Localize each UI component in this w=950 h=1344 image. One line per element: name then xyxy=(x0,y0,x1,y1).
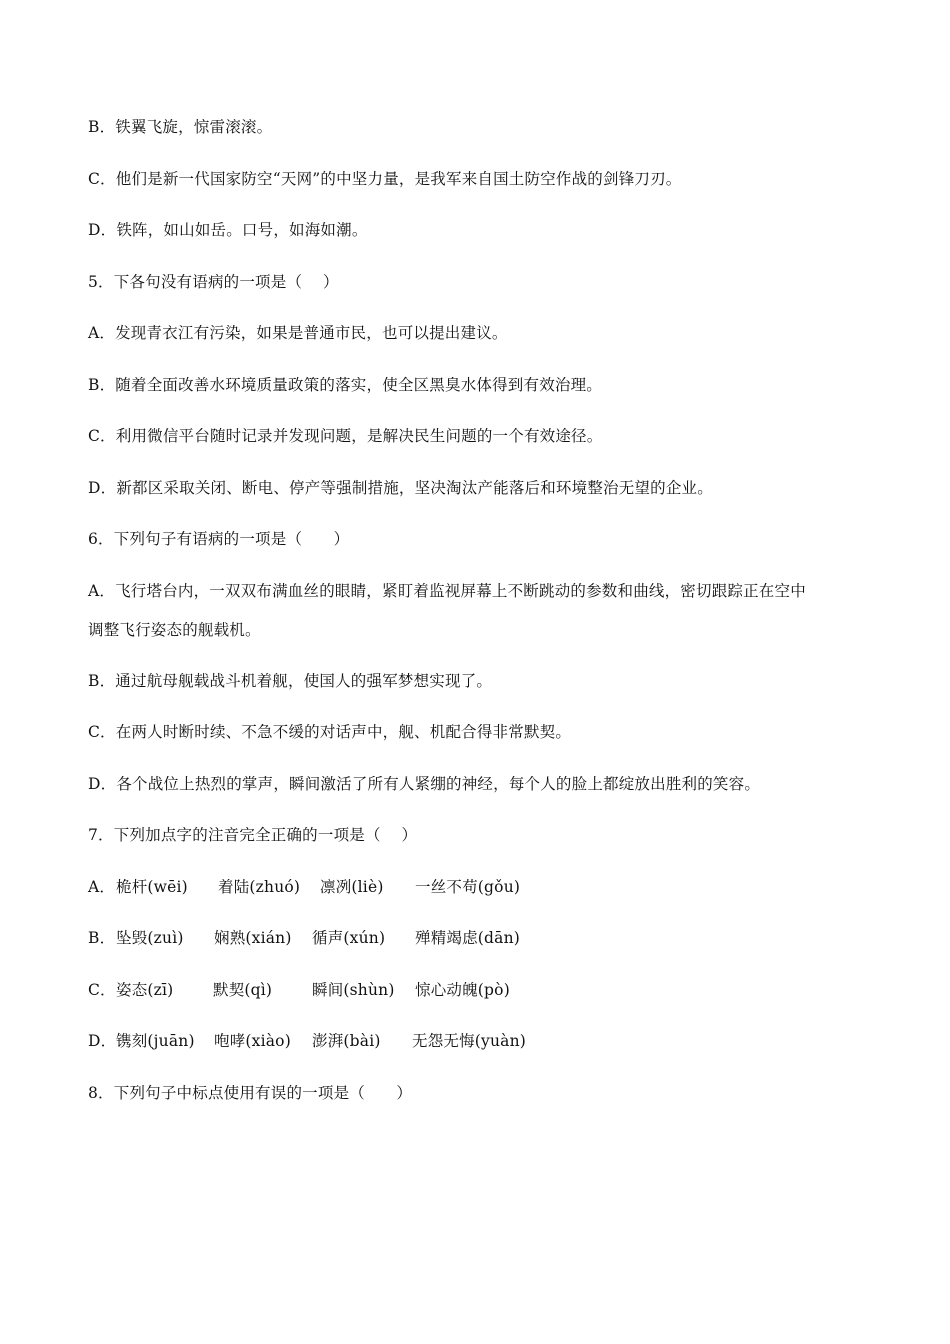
q6-option-d: D．各个战位上热烈的掌声，瞬间激活了所有人紧绷的神经，每个人的脸上都绽放出胜利的笑容。 xyxy=(88,775,761,793)
q7-option-d xyxy=(88,1031,526,1051)
pinyin-item: 澎湃(bài) xyxy=(312,1032,381,1050)
pinyin-item: 殚精竭虑(dān) xyxy=(415,929,521,947)
question-8: 8．下列句子中标点使用有误的一项是（ ） xyxy=(88,1084,413,1102)
q6-option-a-line2: 调整飞行姿态的舰载机。 xyxy=(88,621,261,639)
pinyin-item: 默契(qì) xyxy=(213,981,273,999)
q5-option-c: C．利用微信平台随时记录并发现问题，是解决民生问题的一个有效途径。 xyxy=(88,427,603,445)
q7-option-c xyxy=(88,980,510,1000)
pinyin-item: 镌刻(juān) xyxy=(116,1032,195,1050)
pinyin-item: 着陆(zhuó) xyxy=(218,878,301,896)
q7-option-b xyxy=(88,928,520,948)
option-label: D． xyxy=(88,1032,117,1050)
q4-option-b: B．铁翼飞旋，惊雷滚滚。 xyxy=(88,118,273,136)
question-7: 7．下列加点字的注音完全正确的一项是（ ） xyxy=(88,826,418,844)
q4-option-d: D．铁阵，如山如岳。口号，如海如潮。 xyxy=(88,221,368,239)
q7-option-a xyxy=(88,877,520,897)
q4-option-c: C．他们是新一代国家防空“天网”的中坚力量，是我军来自国土防空作战的剑锋刀刃。 xyxy=(88,170,682,188)
option-label: C． xyxy=(88,981,116,999)
pinyin-item: 无怨无悔(yuàn) xyxy=(412,1032,527,1050)
question-5: 5．下各句没有语病的一项是（ ） xyxy=(88,273,339,291)
pinyin-item: 一丝不苟(gǒu) xyxy=(415,878,521,896)
pinyin-item: 咆哮(xiào) xyxy=(214,1032,291,1050)
pinyin-item: 坠毁(zuì) xyxy=(116,929,184,947)
q5-option-d: D．新都区采取关闭、断电、停产等强制措施，坚决淘汰产能落后和环境整治无望的企业。 xyxy=(88,479,713,497)
option-label: B． xyxy=(88,929,116,947)
pinyin-item: 桅杆(wēi) xyxy=(116,878,188,896)
q6-option-a-line1: A．飞行塔台内，一双双布满血丝的眼睛，紧盯着监视屏幕上不断跳动的参数和曲线，密切跟踪正在空中 xyxy=(88,582,806,600)
pinyin-item: 瞬间(shùn) xyxy=(312,981,395,999)
q5-option-b: B．随着全面改善水环境质量政策的落实，使全区黑臭水体得到有效治理。 xyxy=(88,376,602,394)
q6-option-c: C．在两人时断时续、不急不缓的对话声中，舰、机配合得非常默契。 xyxy=(88,723,572,741)
pinyin-item: 凛冽(liè) xyxy=(320,878,384,896)
q6-option-b: B．通过航母舰载战斗机着舰，使国人的强军梦想实现了。 xyxy=(88,672,493,690)
option-label: A． xyxy=(88,878,116,896)
question-6: 6．下列句子有语病的一项是（ ） xyxy=(88,530,350,548)
pinyin-item: 娴熟(xián) xyxy=(214,929,292,947)
pinyin-item: 姿态(zī) xyxy=(116,981,174,999)
pinyin-item: 循声(xún) xyxy=(312,929,386,947)
pinyin-item: 惊心动魄(pò) xyxy=(415,981,510,999)
q5-option-a: A．发现青衣江有污染，如果是普通市民，也可以提出建议。 xyxy=(88,324,508,342)
